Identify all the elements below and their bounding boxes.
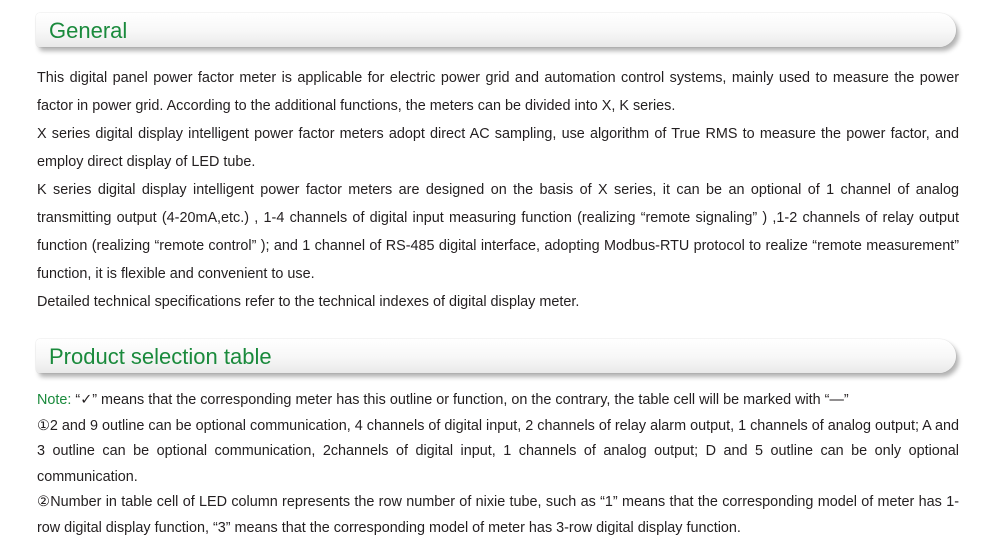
general-section-header	[36, 13, 956, 47]
general-section-body	[37, 64, 959, 316]
note-label: Note:	[37, 392, 72, 408]
selection-note-item-1: ①2 and 9 outline can be optional communication, 4 channels of digital input, 2 channels of relay alarm output, 1 channels of analog output; A and 3 outline can be optional communication, 2channels of digital input, 1 channels of analog output; D and 5 outline can be only optional communication.	[37, 417, 959, 485]
general-section-title: General	[49, 18, 128, 43]
general-paragraph-x-series: X series digital display intelligent power factor meters adopt direct AC sampling, use algorithm of True RMS to measure the power factor, and employ direct display of LED tube.	[37, 126, 959, 170]
note-text: “✓” means that the corresponding meter has this outline or function, on the contrary, the table cell will be marked with “—”	[71, 392, 849, 408]
selection-section-title: Product selection table	[49, 344, 272, 369]
general-paragraph-k-series: K series digital display intelligent power factor meters are designed on the basis of X series, it can be an optional of 1 channel of analog transmitting output (4-20mA,etc.) , 1-4 channels of digital input measuring function (realizing “remote signaling” ) ,1-2 channels of relay output function (realizing “remote control” ); and 1 channel of RS-485 digital interface, adopting Modbus-RTU protocol to realize “remote measurement” function, it is flexible and convenient to use.	[37, 182, 959, 282]
general-paragraph-intro: This digital panel power factor meter is applicable for electric power grid and automation control systems, mainly used to measure the power factor in power grid. According to the additional functions, the meters can be divided into X, K series.	[37, 70, 959, 114]
selection-note	[37, 388, 959, 414]
selection-note-item-2: ②Number in table cell of LED column represents the row number of nixie tube, such as “1” means that the corresponding model of meter has 1-row digital display function, “3” means that the corresponding model of meter has 3-row digital display function.	[37, 494, 959, 536]
selection-section-body	[37, 388, 959, 541]
selection-section-header	[36, 339, 956, 373]
general-paragraph-specs: Detailed technical specifications refer to the technical indexes of digital display meter.	[37, 294, 580, 310]
